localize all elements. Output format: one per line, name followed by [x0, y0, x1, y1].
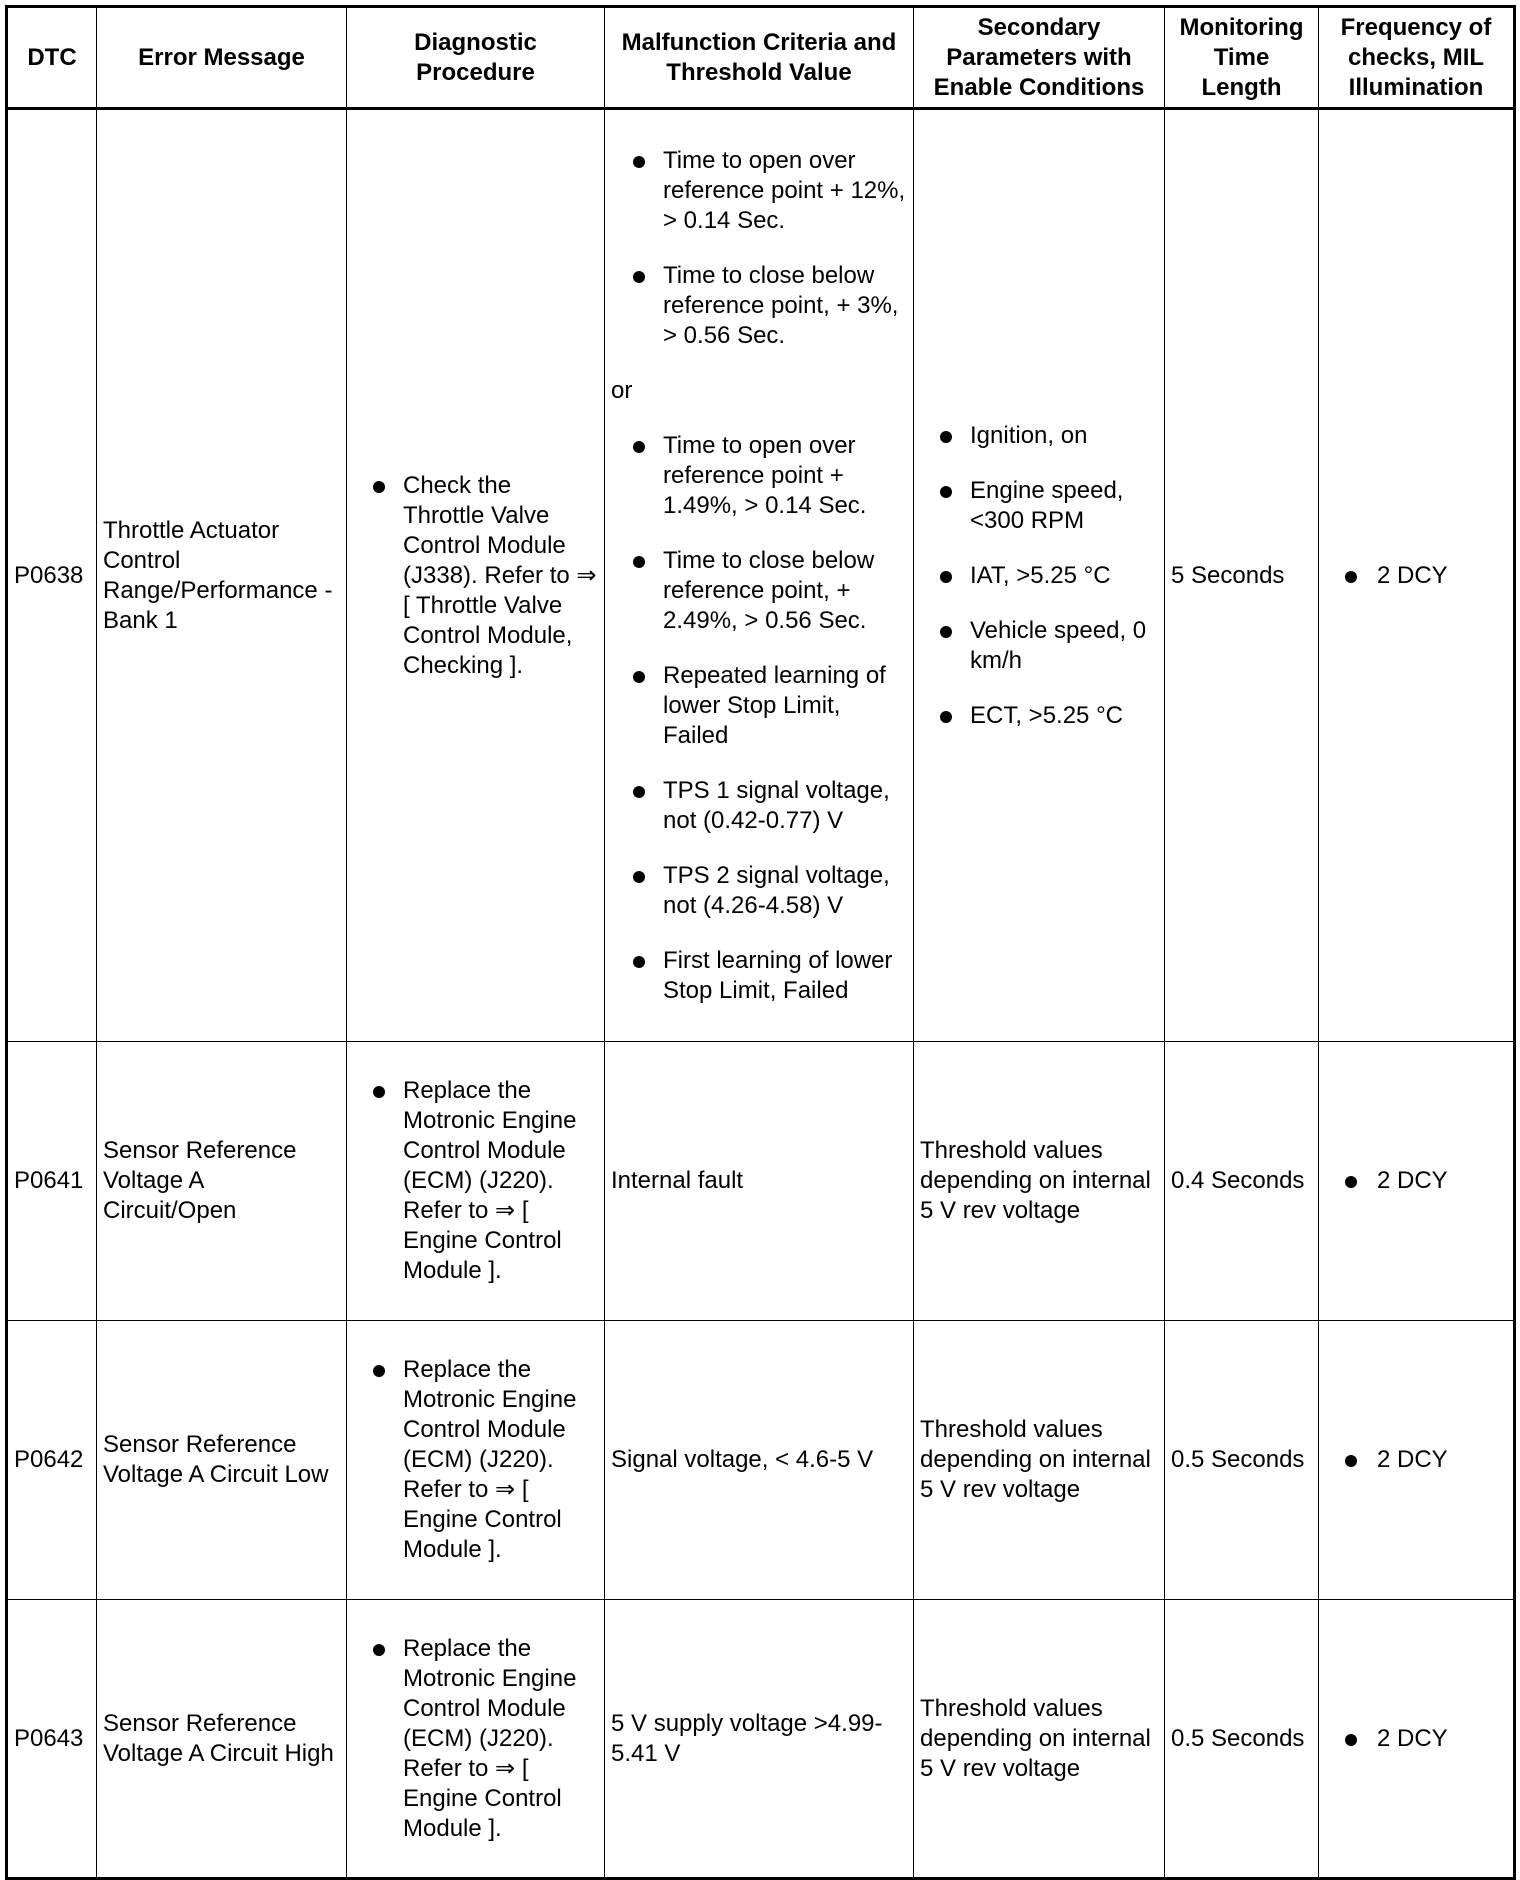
frequency-item: 2 DCY — [1325, 561, 1507, 591]
table-row — [7, 1600, 1515, 1879]
header-row — [7, 7, 1515, 109]
criteria-item: Time to open over reference point + 1.49%, > 0.14 Sec. — [611, 431, 907, 521]
diagnostic-procedure — [347, 1600, 605, 1879]
header-dtc: DTC — [7, 7, 97, 109]
error-message: Sensor Reference Voltage A Circuit/Open — [97, 1042, 347, 1321]
dtc-code: P0643 — [7, 1600, 97, 1879]
table-row — [7, 109, 1515, 1042]
secondary-item: Ignition, on — [920, 421, 1158, 451]
dtc-table — [5, 5, 1516, 1880]
table-row — [7, 1042, 1515, 1321]
dtc-code: P0638 — [7, 109, 97, 1042]
secondary-item: Vehicle speed, 0 km/h — [920, 616, 1158, 676]
secondary-parameters: Threshold values depending on internal 5 V rev voltage — [914, 1321, 1165, 1600]
header-diagnostic-procedure: Diagnostic Procedure — [347, 7, 605, 109]
frequency — [1319, 1600, 1515, 1879]
secondary-parameters: Threshold values depending on internal 5 V rev voltage — [914, 1042, 1165, 1321]
header-error-message: Error Message — [97, 7, 347, 109]
procedure-item: Check the Throttle Valve Control Module (J338). Refer to ⇒ [ Throttle Valve Control Module, Checking ]. — [353, 471, 598, 681]
frequency-item: 2 DCY — [1325, 1724, 1507, 1754]
malfunction-criteria: Signal voltage, < 4.6-5 V — [605, 1321, 914, 1600]
monitoring-time: 0.4 Seconds — [1165, 1042, 1319, 1321]
error-message: Sensor Reference Voltage A Circuit High — [97, 1600, 347, 1879]
criteria-item: TPS 1 signal voltage, not (0.42-0.77) V — [611, 776, 907, 836]
error-message: Throttle Actuator Control Range/Performance - Bank 1 — [97, 109, 347, 1042]
secondary-item: IAT, >5.25 °C — [920, 561, 1158, 591]
frequency — [1319, 1321, 1515, 1600]
criteria-item: Repeated learning of lower Stop Limit, Failed — [611, 661, 907, 751]
secondary-parameters — [914, 109, 1165, 1042]
header-secondary-parameters: Secondary Parameters with Enable Conditions — [914, 7, 1165, 109]
malfunction-criteria: Internal fault — [605, 1042, 914, 1321]
diagnostic-procedure — [347, 1042, 605, 1321]
frequency — [1319, 109, 1515, 1042]
frequency-item: 2 DCY — [1325, 1445, 1507, 1475]
procedure-item: Replace the Motronic Engine Control Module (ECM) (J220). Refer to ⇒ [ Engine Control Module ]. — [353, 1355, 598, 1565]
malfunction-criteria — [605, 109, 914, 1042]
header-malfunction-criteria: Malfunction Criteria and Threshold Value — [605, 7, 914, 109]
dtc-code: P0641 — [7, 1042, 97, 1321]
frequency — [1319, 1042, 1515, 1321]
procedure-item: Replace the Motronic Engine Control Module (ECM) (J220). Refer to ⇒ [ Engine Control Module ]. — [353, 1076, 598, 1286]
secondary-item: Engine speed, <300 RPM — [920, 476, 1158, 536]
table-row — [7, 1321, 1515, 1600]
dtc-code: P0642 — [7, 1321, 97, 1600]
header-frequency: Frequency of checks, MIL Illumination — [1319, 7, 1515, 109]
diagnostic-procedure — [347, 1321, 605, 1600]
monitoring-time: 0.5 Seconds — [1165, 1321, 1319, 1600]
malfunction-criteria: 5 V supply voltage >4.99-5.41 V — [605, 1600, 914, 1879]
error-message: Sensor Reference Voltage A Circuit Low — [97, 1321, 347, 1600]
secondary-parameters: Threshold values depending on internal 5 V rev voltage — [914, 1600, 1165, 1879]
secondary-item: ECT, >5.25 °C — [920, 701, 1158, 731]
criteria-item: TPS 2 signal voltage, not (4.26-4.58) V — [611, 861, 907, 921]
procedure-item: Replace the Motronic Engine Control Module (ECM) (J220). Refer to ⇒ [ Engine Control Module ]. — [353, 1634, 598, 1844]
monitoring-time: 0.5 Seconds — [1165, 1600, 1319, 1879]
criteria-item: Time to close below reference point, + 2.49%, > 0.56 Sec. — [611, 546, 907, 636]
diagnostic-procedure — [347, 109, 605, 1042]
header-monitoring-time: Monitoring Time Length — [1165, 7, 1319, 109]
monitoring-time: 5 Seconds — [1165, 109, 1319, 1042]
criteria-or: or — [611, 376, 633, 404]
criteria-item: First learning of lower Stop Limit, Failed — [611, 946, 907, 1006]
criteria-item: Time to open over reference point + 12%, > 0.14 Sec. — [611, 146, 907, 236]
frequency-item: 2 DCY — [1325, 1166, 1507, 1196]
criteria-item: Time to close below reference point, + 3%, > 0.56 Sec. — [611, 261, 907, 351]
